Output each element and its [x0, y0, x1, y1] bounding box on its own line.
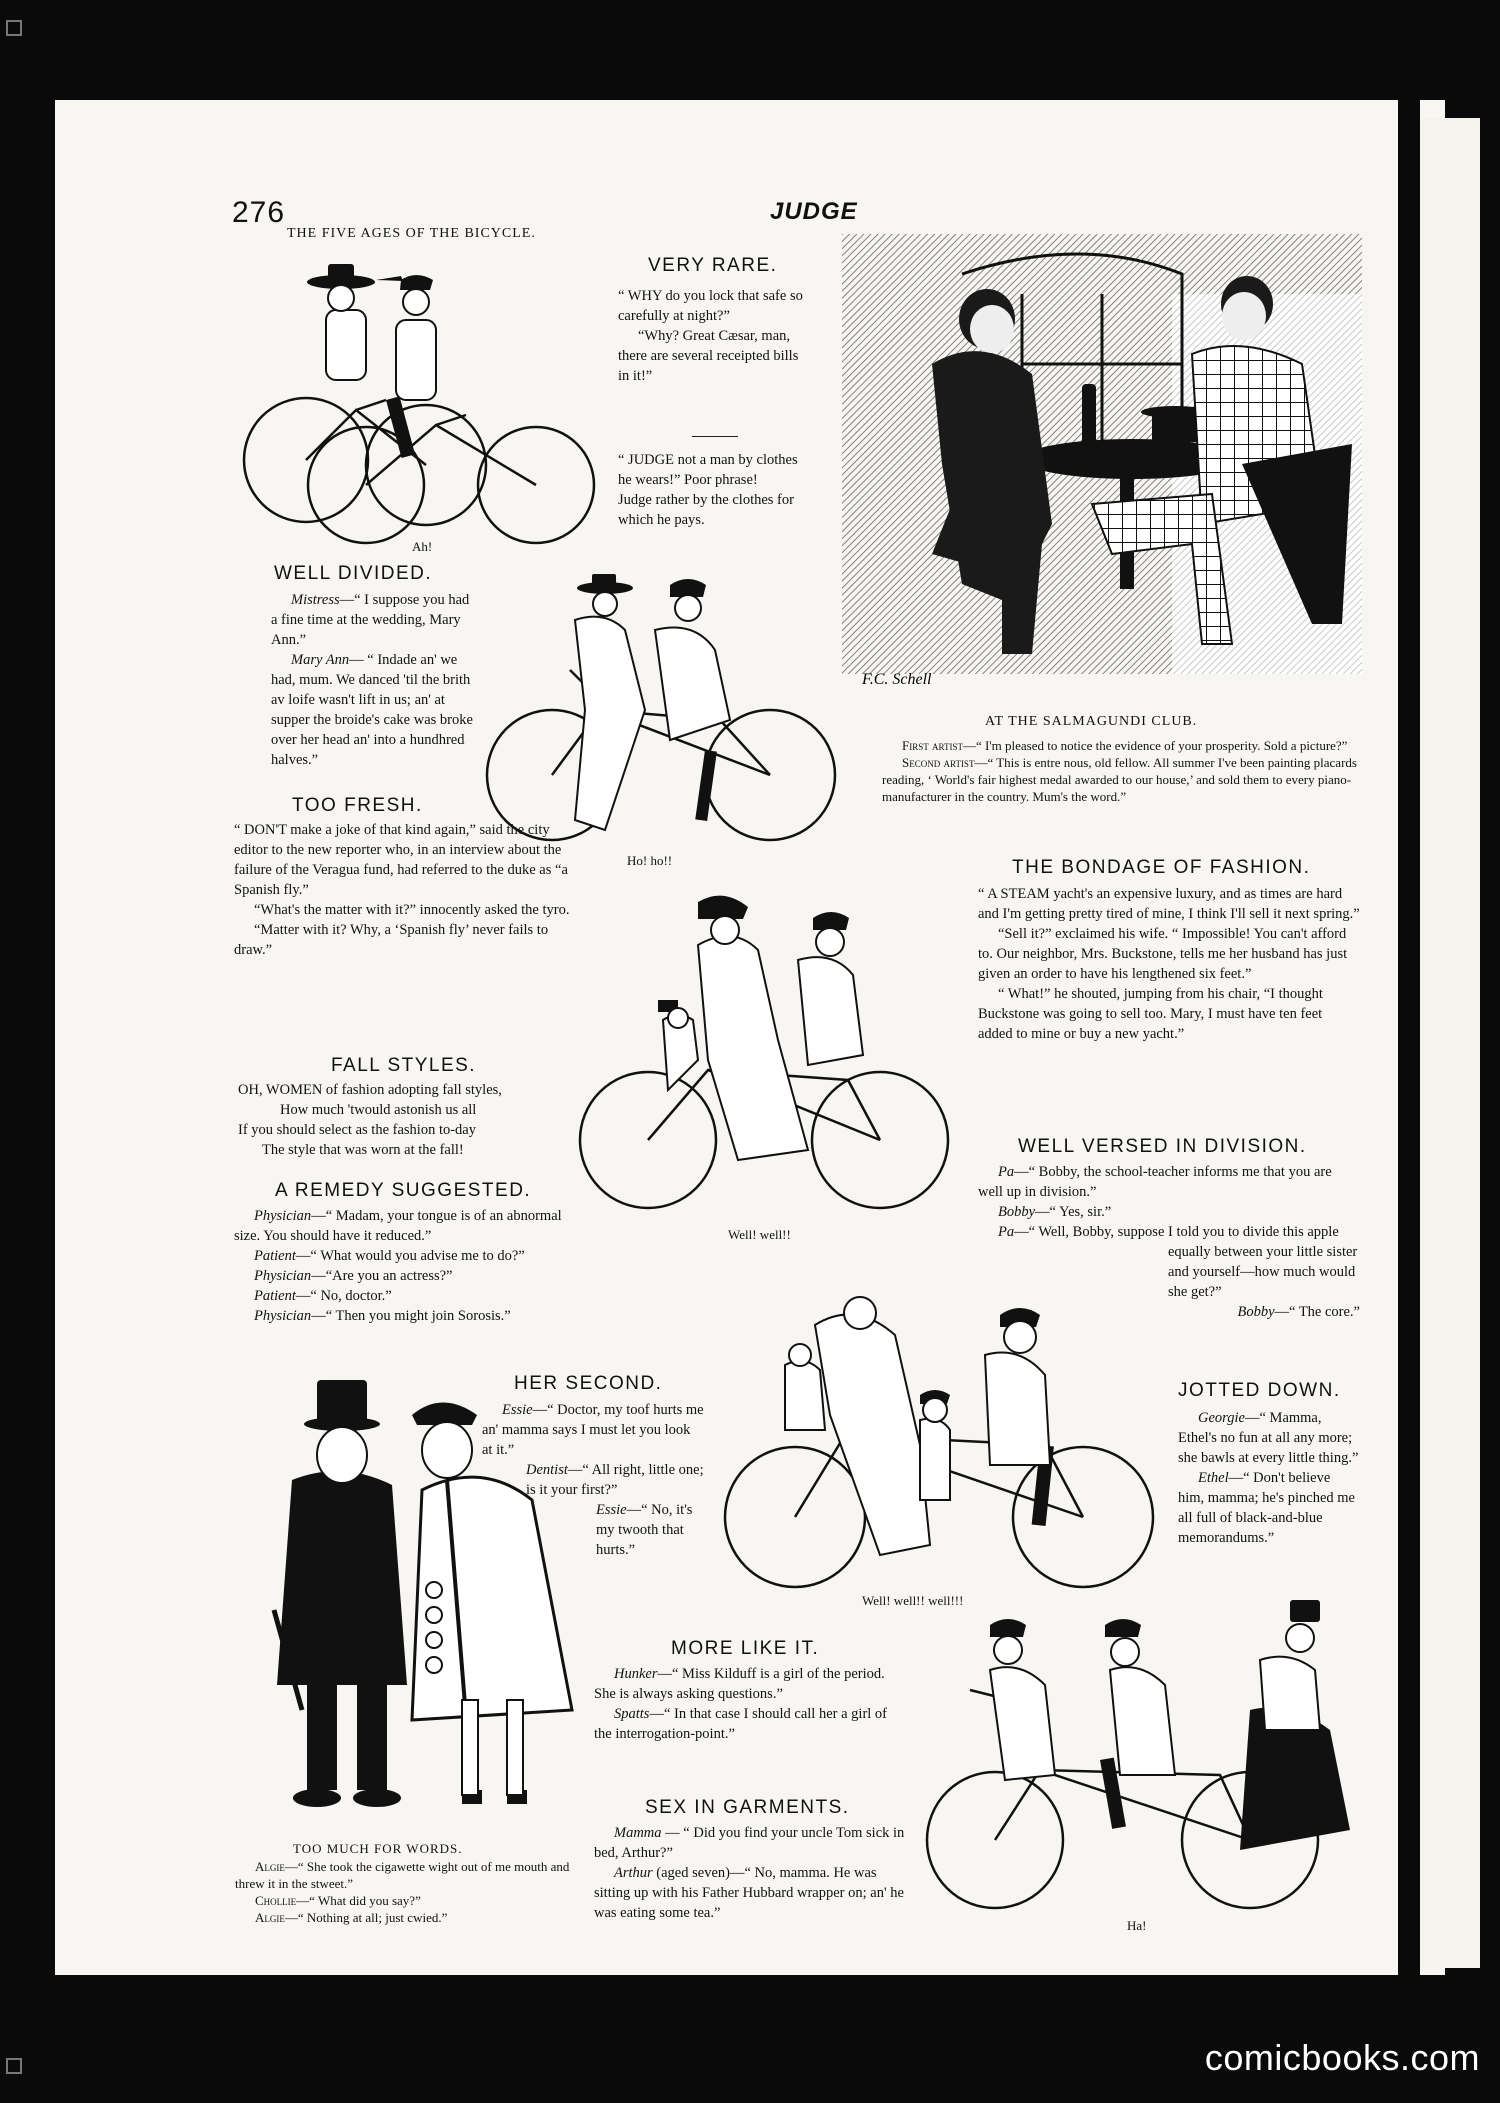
- caption-well-well: Well! well!!: [728, 1227, 791, 1242]
- sex-garments-text: [594, 1823, 906, 1923]
- caption-ho-ho: Ho! ho!!: [627, 853, 673, 868]
- speaker: Patient: [254, 1288, 296, 1304]
- very-rare-title: VERY RARE.: [648, 255, 778, 276]
- speaker: Ethel: [1198, 1470, 1229, 1486]
- speaker: Spatts: [614, 1706, 650, 1722]
- facing-page-edge: [1420, 118, 1480, 1968]
- too-much-title: TOO MUCH FOR WORDS.: [293, 1841, 463, 1856]
- triplet-tandem-illustration: [920, 1590, 1360, 1920]
- dialogue: —“ She took the cigawette wight out of me mouth and threw it in the stweet.”: [235, 1859, 570, 1892]
- too-fresh-paragraph: “ DON'T make a joke of that kind again,” said the city editor to the new reporter who, in an interview about the failure of the Veragua fund, had referred to the duke as “a Spanish fly.”: [234, 822, 568, 898]
- verse-line: How much 'twould astonish us all: [280, 1102, 477, 1118]
- salmagundi-text: [882, 737, 1360, 806]
- speaker: Pa: [998, 1224, 1015, 1240]
- binding-hole: [6, 20, 22, 36]
- section-divider: [692, 436, 738, 437]
- dialogue: —“ All right, little one; is it your first?”: [526, 1462, 704, 1498]
- dialogue: —“ No, it's my twooth that hurts.”: [596, 1502, 693, 1558]
- dialogue: — “ Did you find your uncle Tom sick in bed, Arthur?”: [594, 1825, 905, 1861]
- bondage-text: [978, 884, 1360, 1044]
- dialogue: —“ Well, Bobby, suppose I told you to divide this apple equally between your little sister and yourself—how much would she get?”: [1014, 1224, 1358, 1300]
- speaker: Physician: [254, 1208, 312, 1224]
- dialogue: —“ Nothing at all; just cwied.”: [284, 1910, 448, 1926]
- dialogue: — “ Indade an' we had, mum. We danced 'til the brith av loife wasn't lift in us; an' at supper the broide's cake was broke over her head an' into a hundhred halves.”: [271, 652, 473, 768]
- fall-styles-verse: [238, 1080, 578, 1160]
- dialogue: (aged seven)—“ No, mamma. He was sitting up with his Father Hubbard wrapper on; an' he was eating some tea.”: [594, 1865, 904, 1921]
- speaker: Physician: [254, 1268, 312, 1284]
- speaker: Patient: [254, 1248, 296, 1264]
- verse-line: OH, WOMEN of fashion adopting fall styles,: [238, 1082, 502, 1098]
- dialogue: —“ Madam, your tongue is of an abnormal size. You should have it reduced.”: [234, 1208, 562, 1244]
- jotted-text: [1178, 1408, 1360, 1548]
- illustrator-signature: F.C. Schell: [862, 671, 932, 688]
- dialogue: —“ I'm pleased to notice the evidence of your prosperity. Sold a picture?”: [962, 738, 1348, 753]
- caption-ah: Ah!: [412, 539, 433, 554]
- dialogue: —“ The core.”: [1274, 1304, 1360, 1320]
- judge-not-text: [618, 450, 810, 530]
- speaker: Dentist: [526, 1462, 568, 1478]
- dialogue: —“ No, doctor.”: [295, 1288, 392, 1304]
- salmagundi-club-illustration: [842, 234, 1362, 689]
- too-fresh-title: TOO FRESH.: [292, 795, 423, 816]
- too-fresh-paragraph: “What's the matter with it?” innocently asked the tyro.: [254, 902, 570, 918]
- speaker: Mistress: [291, 592, 340, 608]
- speaker: Algie: [255, 1859, 285, 1874]
- page-gutter: [1398, 100, 1420, 1975]
- salmagundi-title: AT THE SALMAGUNDI CLUB.: [985, 714, 1198, 729]
- binding-holes: [0, 0, 30, 2103]
- judge-not-paragraph: “ JUDGE not a man by clothes he wears!” Poor phrase!: [618, 452, 798, 488]
- well-divided-text: [271, 590, 476, 770]
- dialogue: —“ What would you advise me to do?”: [295, 1248, 525, 1264]
- bicycle-couple-illustration: [236, 250, 596, 550]
- more-like-it-text: [594, 1664, 906, 1744]
- well-divided-title: WELL DIVIDED.: [274, 563, 433, 584]
- too-fresh-text: [234, 820, 572, 960]
- speaker: Georgie: [1198, 1410, 1245, 1426]
- jotted-title: JOTTED DOWN.: [1178, 1380, 1341, 1401]
- fall-styles-title: FALL STYLES.: [331, 1055, 477, 1076]
- speaker: Chollie: [255, 1893, 297, 1909]
- bondage-paragraph: “Sell it?” exclaimed his wife. “ Impossible! You can't afford to. Our neighbor, Mrs. Buckstone, tells me her husband has just given an order to have his lengthened six feet.”: [978, 926, 1348, 982]
- remedy-title: A REMEDY SUGGESTED.: [275, 1180, 532, 1201]
- five-ages-title: THE FIVE AGES OF THE BICYCLE.: [287, 226, 536, 241]
- sex-garments-title: SEX IN GARMENTS.: [645, 1797, 850, 1818]
- dialogue: —“ This is entre nous, old fellow. All summer I've been painting placards reading, ‘ World's fair highest medal awarded to our house,’ and sold them to every piano-manufacturer in the country. Mum's the word.”: [882, 755, 1357, 805]
- page-number: 276: [232, 196, 286, 229]
- speaker: Bobby: [1237, 1304, 1275, 1320]
- caption-well-well-well: Well! well!! well!!!: [862, 1593, 964, 1608]
- speaker: First artist: [902, 738, 963, 753]
- judge-not-paragraph: Judge rather by the clothes for which he pays.: [618, 492, 794, 528]
- speaker: Mamma: [614, 1825, 662, 1841]
- very-rare-paragraph: “Why? Great Cæsar, man, there are several receipted bills in it!”: [618, 328, 799, 384]
- speaker: Pa: [998, 1164, 1015, 1180]
- dialogue: —“ Then you might join Sorosis.”: [311, 1308, 511, 1324]
- dialogue: —“Are you an actress?”: [311, 1268, 453, 1284]
- dialogue: —“ Miss Kilduff is a girl of the period. She is always asking questions.”: [594, 1666, 885, 1702]
- speaker: Algie: [255, 1910, 285, 1926]
- very-rare-paragraph: “ WHY do you lock that safe so carefully at night?”: [618, 288, 803, 324]
- dialogue: —“ Bobby, the school-teacher informs me that you are well up in division.”: [978, 1164, 1332, 1200]
- more-like-it-title: MORE LIKE IT.: [671, 1638, 820, 1659]
- dialogue: —“ Mamma, Ethel's no fun at all any more; she bawls at every little thing.”: [1178, 1410, 1359, 1466]
- dialogue: —“ Doctor, my toof hurts me an' mamma says I must let you look at it.”: [482, 1402, 704, 1458]
- family-tandem-illustration: [568, 890, 968, 1220]
- masthead: JUDGE: [770, 198, 858, 225]
- speaker: Physician: [254, 1308, 312, 1324]
- dialogue: —“ I suppose you had a fine time at the wedding, Mary Ann.”: [271, 592, 470, 648]
- speaker: Mary Ann: [291, 652, 350, 668]
- tandem-couple-illustration: [480, 570, 850, 860]
- speaker: Essie: [596, 1502, 627, 1518]
- her-second-title: HER SECOND.: [514, 1373, 663, 1394]
- speaker: Hunker: [614, 1666, 658, 1682]
- speaker: Second artist: [902, 755, 975, 771]
- dialogue: —“ Yes, sir.”: [1035, 1204, 1112, 1220]
- dialogue: —“ What did you say?”: [296, 1893, 421, 1909]
- dialogue: —“ In that case I should call her a girl of the interrogation-point.”: [594, 1706, 888, 1742]
- speaker: Bobby: [998, 1204, 1036, 1220]
- watermark: comicbooks.com: [1204, 2037, 1480, 2078]
- too-fresh-paragraph: “Matter with it? Why, a ‘Spanish fly’ never fails to draw.”: [234, 922, 549, 958]
- remedy-text: [234, 1206, 574, 1326]
- dialogue: —“ Don't believe him, mamma; he's pinched me all full of black-and-blue memorandums.”: [1178, 1470, 1355, 1546]
- verse-line: If you should select as the fashion to-day: [238, 1122, 476, 1138]
- speaker: Arthur: [614, 1865, 653, 1881]
- her-second-text: [482, 1400, 704, 1560]
- binding-hole: [6, 2058, 22, 2074]
- too-much-text: [235, 1858, 575, 1927]
- division-title: WELL VERSED IN DIVISION.: [1018, 1136, 1307, 1157]
- caption-ha: Ha!: [1127, 1918, 1147, 1933]
- speaker: Essie: [502, 1402, 533, 1418]
- very-rare-text: [618, 286, 810, 386]
- bondage-title: THE BONDAGE OF FASHION.: [1012, 857, 1311, 878]
- verse-line: The style that was worn at the fall!: [262, 1142, 464, 1158]
- family-quad-illustration: [715, 1255, 1160, 1595]
- bondage-paragraph: “ A STEAM yacht's an expensive luxury, and as times are hard and I'm getting pretty tired of mine, I think I'll sell it next spring.”: [978, 886, 1360, 922]
- bondage-paragraph: “ What!” he shouted, jumping from his chair, “I thought Buckstone was going to sell too. Mary, I must have ten feet added to mine or buy a new yacht.”: [978, 986, 1323, 1042]
